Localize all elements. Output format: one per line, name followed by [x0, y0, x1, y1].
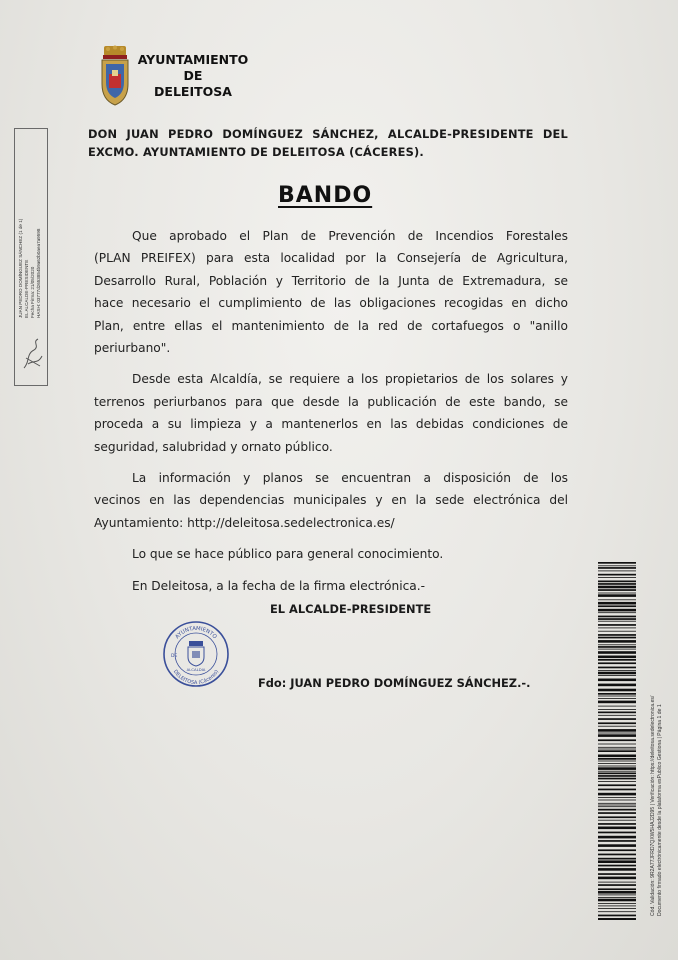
paragraph-3-line-3 [94, 512, 568, 534]
paragraph-2-line-2: terrenos periurbanos para que desde la publicación de este bando, se [94, 394, 568, 409]
heading-line-1: DON JUAN PEDRO DOMÍNGUEZ SÁNCHEZ, ALCALDE-PRESIDENTE DEL [88, 127, 568, 141]
stamp-left-text: DE [171, 654, 178, 659]
municipality-line-1: AYUNTAMIENTO [137, 52, 249, 67]
paragraph-2-line-4: seguridad, salubridad y ornato público. [94, 439, 333, 454]
document-body [94, 225, 568, 597]
stamp-bottom-text: DELEITOSA (Cáceres) [171, 668, 221, 687]
paragraph-1-line-1: Que aprobado el Plan de Prevención de Incendios Forestales [132, 229, 568, 243]
paragraph-2-line-1: Desde esta Alcaldía, se requiere a los propietarios de los solares y [132, 372, 568, 387]
municipality-name [128, 52, 258, 100]
signature-name: Fdo: JUAN PEDRO DOMÍNGUEZ SÁNCHEZ.-. [258, 676, 531, 690]
verification-text [650, 586, 663, 916]
electronic-signature-text [18, 178, 42, 318]
municipality-line-3: DELEITOSA [154, 84, 232, 99]
paragraph-2-line-3: proceda a su limpieza y a mantenerlos en las debidas condiciones de [94, 417, 568, 432]
coat-of-arms-icon [98, 44, 132, 108]
paragraph-5: En Deleitosa, a la fecha de la firma electrónica.- [132, 578, 426, 593]
verification-line-2: Documento firmado electrónicamente desde la plataforma esPublico Gestiona | Página 1 de 1 [656, 704, 663, 916]
barcode-icon [598, 562, 636, 920]
paragraph-1-line-4: hace necesario el cumplimiento de las obligaciones recogidas en dicho [94, 296, 568, 311]
paragraph-1-line-5: Plan, entre ellas el mantenimiento de la red de cortafuegos o "anillo [94, 318, 568, 333]
stamp-top-text: AYUNTAMIENTO [174, 625, 218, 641]
signature-box-line-3: Fecha Firma: 21/05/2020 [30, 266, 35, 318]
verification-line-1: Cód. Validación: 9R2A77JFRD7QXW5HAJ2D95 | Verificación: https://deleitosa.sedelectronica.es/ [650, 695, 656, 916]
handwritten-signature-icon [20, 334, 46, 374]
paragraph-4: Lo que se hace público para general conocimiento. [132, 547, 444, 562]
document-heading [88, 125, 568, 161]
signature-box-line-1: JUAN PEDRO DOMÍNGUEZ SÁNCHEZ (1 de 1) [18, 218, 23, 318]
stamp-center-text: ALCALDIA [186, 667, 206, 672]
paragraph-3-prefix: Ayuntamiento: [94, 515, 188, 530]
sede-electronica-link[interactable]: http://deleitosa.sedelectronica.es/ [187, 515, 395, 530]
municipality-line-2: DE [183, 68, 203, 83]
signature-box-line-4: HASH: 03777d2653854b9a62b0aea7a9598 [36, 228, 41, 318]
official-stamp-icon [162, 620, 230, 688]
paragraph-3-line-2: vecinos en las dependencias municipales y en la sede electrónica del [94, 493, 568, 508]
signature-title: EL ALCALDE-PRESIDENTE [270, 602, 432, 616]
signature-box-line-2: EL ALCALDE-PRESIDENTE [24, 259, 29, 318]
paragraph-1-line-3: Desarrollo Rural, Población y Territorio de la Junta de Extremadura, se [94, 273, 568, 288]
heading-line-2: EXCMO. AYUNTAMIENTO DE DELEITOSA (CÁCERES). [88, 145, 424, 159]
paragraph-3-line-1: La información y planos se encuentran a disposición de los [132, 471, 568, 486]
paragraph-1-line-2: (PLAN PREIFEX) para esta localidad por la Consejería de Agricultura, [94, 251, 568, 266]
paragraph-1-line-6: periurbano". [94, 341, 171, 356]
document-title: BANDO [278, 183, 373, 208]
